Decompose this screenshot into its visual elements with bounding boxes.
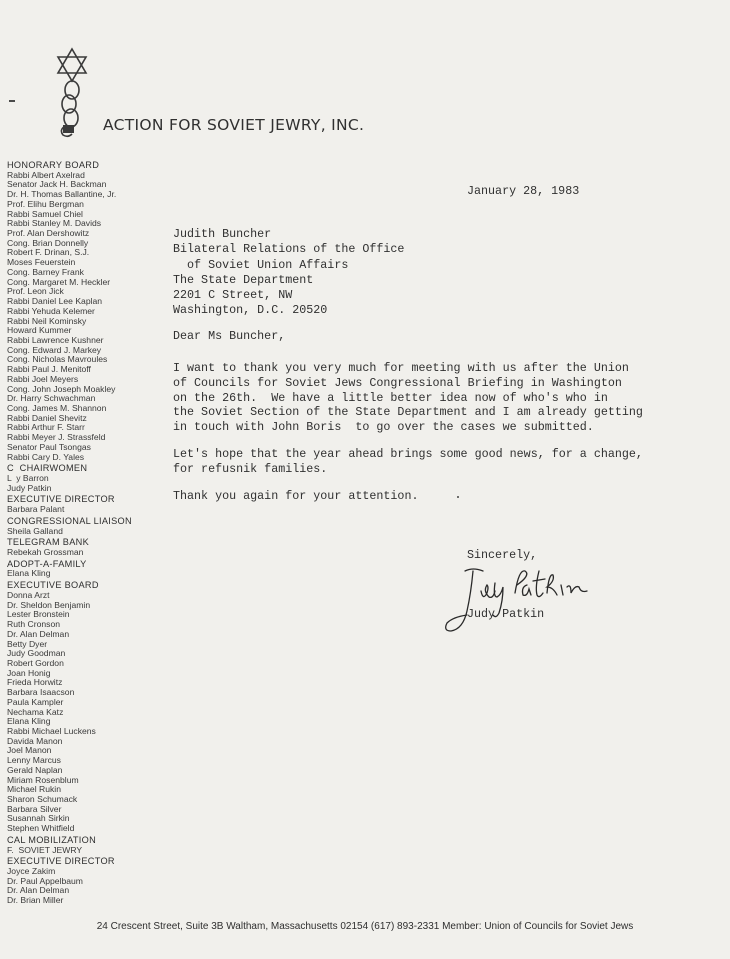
board-member: Rabbi Meyer J. Strassfeld bbox=[7, 432, 106, 443]
board-member: Rabbi Samuel Chiel bbox=[7, 208, 83, 219]
address-line: The State Department bbox=[173, 272, 314, 287]
board-member: Dr. Harry Schwachman bbox=[7, 393, 96, 404]
board-member: Moses Feuerstein bbox=[7, 257, 76, 268]
board-member: Barbara Silver bbox=[7, 803, 62, 814]
board-member: Cong. Nicholas Mavroules bbox=[7, 354, 108, 365]
board-section bbox=[7, 538, 157, 557]
board-section-heading: ADOPT-A-FAMILY bbox=[7, 558, 87, 569]
body-line: the Soviet Section of the State Department and I am already getting bbox=[173, 405, 643, 420]
punch-mark bbox=[9, 100, 15, 102]
address-line: Judith Buncher bbox=[173, 227, 272, 241]
board-member: Michael Rukin bbox=[7, 784, 61, 795]
board-member: Prof. Leon Jick bbox=[7, 286, 64, 297]
board-section-heading: TELEGRAM BANK bbox=[7, 537, 90, 548]
board-member: Cong. Barney Frank bbox=[7, 266, 84, 277]
board-member: Ruth Cronson bbox=[7, 619, 61, 630]
board-member: Barbara Palant bbox=[7, 504, 65, 515]
board-member: Prof. Elihu Bergman bbox=[7, 198, 84, 209]
board-member: Robert F. Drinan, S.J. bbox=[7, 247, 90, 258]
board-member: Susannah Sirkin bbox=[7, 813, 70, 824]
board-member: Rebekah Grossman bbox=[7, 547, 84, 558]
board-member: Robert Gordon bbox=[7, 657, 64, 668]
board-section-heading: EXECUTIVE DIRECTOR bbox=[7, 856, 115, 867]
board-member: Dr. H. Thomas Ballantine, Jr. bbox=[7, 189, 117, 200]
board-section-heading: CONGRESSIONAL LIAISON bbox=[7, 515, 132, 526]
closing: Sincerely, bbox=[467, 548, 538, 562]
board-section-heading: HONORARY BOARD bbox=[7, 160, 100, 170]
stray-mark bbox=[457, 496, 459, 498]
board-member: Rabbi Daniel Shevitz bbox=[7, 412, 87, 423]
board-member: Joan Honig bbox=[7, 667, 51, 678]
body-line: for refusnik families. bbox=[173, 461, 328, 476]
board-section-heading: EXECUTIVE BOARD bbox=[7, 580, 99, 591]
board-member: Dr. Alan Delman bbox=[7, 628, 70, 639]
board-member: Lenny Marcus bbox=[7, 755, 61, 766]
board-member: Rabbi Paul J. Menitoff bbox=[7, 364, 91, 375]
board-member: F. SOVIET JEWRY bbox=[7, 844, 83, 855]
org-name: ACTION FOR SOVIET JEWRY, INC. bbox=[103, 116, 365, 134]
board-section bbox=[7, 517, 157, 536]
board-member: Nechama Katz bbox=[7, 706, 64, 717]
board-member: Rabbi Yehuda Kelemer bbox=[7, 305, 95, 316]
board-member: Judy Patkin bbox=[7, 482, 52, 493]
board-member: Dr. Brian Miller bbox=[7, 895, 64, 906]
board-member: Sharon Schumack bbox=[7, 794, 78, 804]
board-member: Rabbi Michael Luckens bbox=[7, 725, 96, 736]
handwritten-signature bbox=[443, 563, 603, 635]
board-member: Sheila Galland bbox=[7, 525, 63, 536]
board-member: Elana Kling bbox=[7, 716, 51, 727]
body-line: on the 26th. We have a little better idea now of who's who in bbox=[173, 390, 608, 405]
board-member: Lester Bronstein bbox=[7, 609, 70, 620]
paragraph-1 bbox=[173, 361, 643, 435]
board-member: Prof. Alan Dershowitz bbox=[7, 228, 90, 239]
board-member: Joyce Zakim bbox=[7, 866, 56, 877]
board-member: Paula Kampler bbox=[7, 696, 64, 707]
board-member: Rabbi Neil Kominsky bbox=[7, 315, 87, 326]
address-line: Bilateral Relations of the Office bbox=[173, 242, 405, 257]
board-section bbox=[7, 560, 157, 579]
board-member: Frieda Horwitz bbox=[7, 677, 63, 688]
body-line: Let's hope that the year ahead brings some good news, for a change, bbox=[173, 447, 643, 461]
board-section-heading: EXECUTIVE DIRECTOR bbox=[7, 494, 115, 505]
board-section bbox=[7, 161, 157, 462]
body-line: of Councils for Soviet Jews Congressional Briefing in Washington bbox=[173, 375, 622, 390]
board-section-heading: CAL MOBILIZATION bbox=[7, 834, 97, 845]
board-member: Dr. Alan Delman bbox=[7, 885, 70, 896]
board-member: Stephen Whitfield bbox=[7, 823, 75, 834]
board-member: Rabbi Cary D. Yales bbox=[7, 451, 85, 462]
board-member: Rabbi Stanley M. Davids bbox=[7, 218, 102, 229]
board-member: Cong. Margaret M. Heckler bbox=[7, 276, 111, 287]
board-member: Cong. Brian Donnelly bbox=[7, 237, 89, 248]
board-member: Senator Paul Tsongas bbox=[7, 441, 91, 452]
board-member: Gerald Naplan bbox=[7, 764, 63, 775]
board-member: Cong. James M. Shannon bbox=[7, 402, 107, 413]
address-line: Washington, D.C. 20520 bbox=[173, 303, 328, 318]
letter-date: January 28, 1983 bbox=[467, 184, 580, 198]
board-section-heading: C CHAIRWOMEN bbox=[7, 463, 88, 474]
paragraph-3: Thank you again for your attention. bbox=[173, 489, 419, 503]
board-member: Donna Arzt bbox=[7, 589, 50, 600]
footer-address: 24 Crescent Street, Suite 3B Waltham, Massachusetts 02154 (617) 893-2331 Member: Union of Councils for Soviet Jews bbox=[96, 921, 634, 932]
address-line: 2201 C Street, NW bbox=[173, 288, 293, 303]
board-member: Rabbi Arthur F. Starr bbox=[7, 422, 85, 433]
board-member: Senator Jack H. Backman bbox=[7, 179, 107, 190]
board-section bbox=[7, 495, 157, 514]
board-member: Rabbi Joel Meyers bbox=[7, 373, 79, 384]
board-member: Howard Kummer bbox=[7, 325, 72, 336]
board-member: Joel Manon bbox=[7, 745, 52, 756]
salutation: Dear Ms Buncher, bbox=[173, 329, 286, 343]
board-member: Dr. Paul Appelbaum bbox=[7, 875, 83, 886]
recipient-address bbox=[173, 227, 404, 319]
board-member: Elana Kling bbox=[7, 568, 51, 579]
board-member: Miriam Rosenblum bbox=[7, 774, 79, 785]
paragraph-2 bbox=[173, 447, 643, 477]
body-line: in touch with John Boris to go over the cases we submitted. bbox=[173, 420, 594, 435]
board-member: Betty Dyer bbox=[7, 638, 48, 649]
star-of-david-chain-icon bbox=[52, 46, 108, 138]
board-member: Cong. Edward J. Markey bbox=[7, 344, 102, 355]
board-section bbox=[7, 857, 157, 906]
board-sidebar bbox=[7, 161, 157, 906]
board-section bbox=[7, 581, 157, 834]
board-member: Rabbi Daniel Lee Kaplan bbox=[7, 296, 103, 307]
signer-name: Judy Patkin bbox=[467, 607, 545, 621]
board-member: Cong. John Joseph Moakley bbox=[7, 383, 116, 394]
board-section bbox=[7, 836, 157, 855]
board-member: L y Barron bbox=[7, 473, 49, 483]
address-line: of Soviet Union Affairs bbox=[173, 257, 349, 272]
board-member: Rabbi Albert Axelrad bbox=[7, 169, 85, 180]
board-member: Rabbi Lawrence Kushner bbox=[7, 334, 104, 345]
board-section bbox=[7, 464, 157, 493]
board-member: Dr. Sheldon Benjamin bbox=[7, 599, 91, 610]
body-line: I want to thank you very much for meeting with us after the Union bbox=[173, 361, 629, 375]
board-member: Davida Manon bbox=[7, 735, 63, 746]
board-member: Barbara Isaacson bbox=[7, 687, 75, 698]
board-member: Judy Goodman bbox=[7, 648, 66, 659]
